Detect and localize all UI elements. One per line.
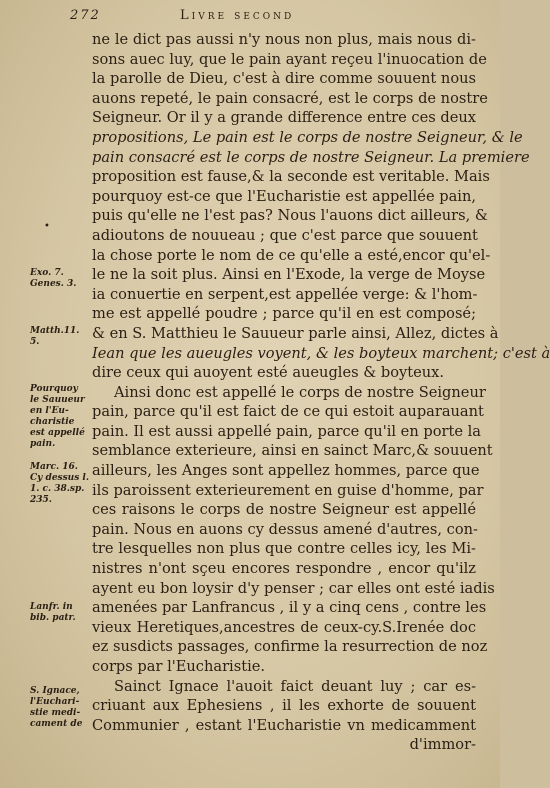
text-line: vieux Heretiques,ancestres de ceux-cy.S.Irenée doc bbox=[92, 618, 476, 636]
text-line: Iean que les aueugles voyent, & les boyteux marchent; c'est à bbox=[92, 344, 550, 362]
text-line: ia conuertie en serpent,est appellée verge: & l'hom- bbox=[92, 285, 478, 303]
text-line: dire ceux qui auoyent esté aueugles & boyteux. bbox=[92, 364, 445, 382]
text-line: Ainsi donc est appellé le corps de nostre Seigneur bbox=[114, 383, 486, 401]
margin-note-exodus: Exo. 7. Genes. 3. bbox=[30, 268, 77, 289]
page-header bbox=[70, 8, 480, 28]
text-line: ces raisons le corps de nostre Seigneur est appellé bbox=[92, 501, 476, 519]
text-line: pain. Nous en auons cy dessus amené d'autres, con- bbox=[92, 520, 478, 538]
text-line: ne le dict pas aussi n'y nous non plus, mais nous di- bbox=[92, 31, 476, 48]
margin-note-lanfranc: Lanfr. in bib. patr. bbox=[30, 602, 76, 623]
text-line: semblance exterieure, ainsi en sainct Marc,& souuent bbox=[92, 442, 493, 460]
text-line: me est appellé poudre ; parce qu'il en est composé; bbox=[92, 305, 476, 323]
text-line: la chose porte le nom de ce qu'elle a esté,encor qu'el- bbox=[92, 246, 491, 264]
text-line: proposition est fause,& la seconde est veritable. Mais bbox=[92, 168, 490, 186]
margin-note-pourquoy: Pourquoy le Sauueur en l'Eu- charistie est appellé pain. bbox=[30, 384, 85, 449]
text-line: Communier , estant l'Eucharistie vn medicamment bbox=[92, 716, 476, 734]
text-line: ayent eu bon loysir d'y penser ; car elles ont esté iadis bbox=[92, 579, 495, 597]
margin-note-ignace: S. Ignace, l'Euchari- stie medi- cament de bbox=[30, 686, 83, 729]
text-line: le ne la soit plus. Ainsi en l'Exode, la verge de Moyse bbox=[92, 266, 486, 284]
text-line: Seigneur. Or il y a grande difference entre ces deux bbox=[92, 109, 476, 127]
catchword: d'immor- bbox=[409, 736, 476, 754]
text-line: corps par l'Eucharistie. bbox=[92, 658, 266, 675]
text-line: pain consacré est le corps de nostre Seigneur. La premiere bbox=[92, 148, 530, 166]
text-line: & en S. Matthieu le Sauueur parle ainsi, Allez, dictes à bbox=[92, 324, 499, 342]
text-line: auons repeté, le pain consacré, est le corps de nostre bbox=[92, 89, 488, 107]
margin-note-matthew: Matth.11. 5. bbox=[30, 326, 80, 347]
text-line: tre lesquelles non plus que contre celles icy, les Mi- bbox=[92, 540, 476, 558]
text-line: propositions, Le pain est le corps de nostre Seigneur, & le bbox=[92, 128, 523, 146]
text-line: sons auec luy, que le pain ayant reçeu l'inuocation de bbox=[92, 50, 487, 68]
text-line: nistres n'ont sçeu encores respondre , encor qu'ilz bbox=[92, 560, 476, 578]
text-line: adioutons de nouueau ; que c'est parce que souuent bbox=[92, 226, 478, 244]
running-title: Livre second bbox=[180, 8, 295, 23]
text-line: pain. Il est aussi appellé pain, parce qu'il en porte la bbox=[92, 422, 481, 440]
margin-mark: • bbox=[44, 221, 50, 232]
text-line: ez susdicts passages, confirme la resurrection de noz bbox=[92, 638, 488, 656]
text-line: Sainct Ignace l'auoit faict deuant luy ; car es- bbox=[114, 677, 476, 695]
text-line: la parolle de Dieu, c'est à dire comme souuent nous bbox=[92, 70, 476, 88]
text-line: amenées par Lanfrancus , il y a cinq cens , contre les bbox=[92, 599, 487, 617]
text-block bbox=[92, 30, 550, 755]
text-line: criuant aux Ephesiens , il les exhorte de souuent bbox=[92, 697, 476, 715]
text-line: puis qu'elle ne l'est pas? Nous l'auons dict ailleurs, & bbox=[92, 207, 488, 225]
page-number: 272 bbox=[70, 8, 101, 23]
text-line: pourquoy est-ce que l'Eucharistie est appellée pain, bbox=[92, 187, 476, 205]
text-line: ailleurs, les Anges sont appellez hommes, parce que bbox=[92, 462, 480, 480]
text-line: pain, parce qu'il est faict de ce qui estoit auparauant bbox=[92, 403, 484, 421]
text-line: ils paroissent exterieurement en guise d'homme, par bbox=[92, 481, 484, 499]
margin-note-marc: Marc. 16. Cy dessus l. 1. c. 38.sp. 235. bbox=[30, 462, 89, 505]
